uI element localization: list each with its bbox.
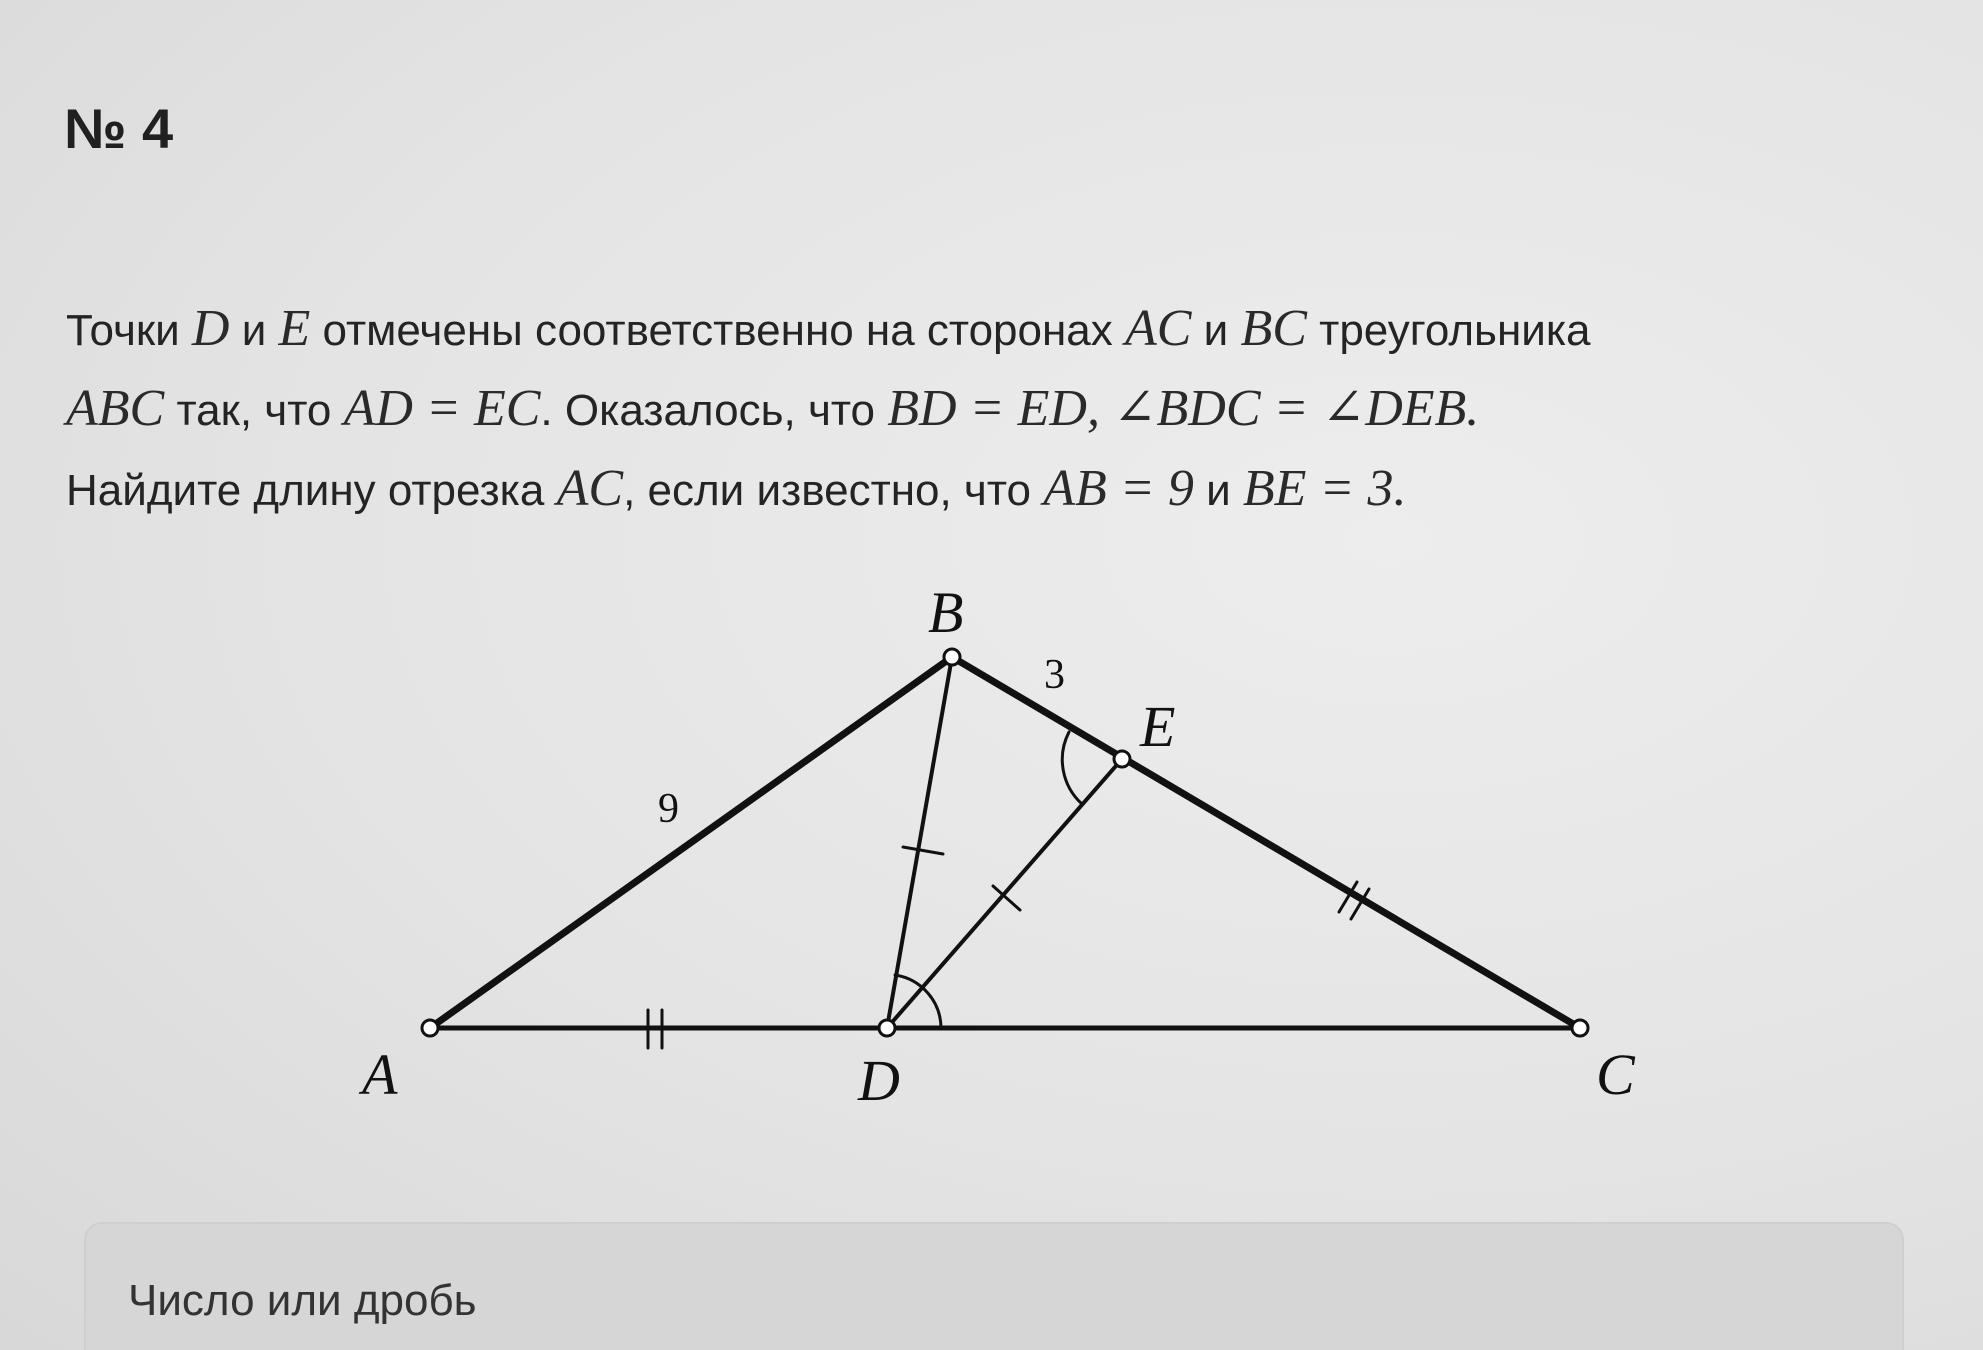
length-be: 3 — [1044, 652, 1065, 698]
point-d — [879, 1020, 895, 1036]
problem-line-3 — [66, 450, 1886, 530]
math-expression: ABC — [66, 380, 165, 437]
problem-text: так, что — [164, 386, 344, 435]
label-a: A — [362, 1042, 398, 1107]
problem-statement — [66, 290, 1886, 530]
point-a — [422, 1020, 438, 1036]
tick-ec-1 — [1339, 882, 1357, 912]
math-expression: AD = EC — [343, 380, 541, 437]
math-expression: BD = ED, ∠BDC = ∠DEB. — [887, 380, 1480, 437]
problem-text: . Оказалось, что — [540, 386, 888, 435]
problem-text: и — [1191, 306, 1241, 355]
side-bc — [952, 657, 1580, 1028]
segment-bd — [887, 657, 952, 1028]
tick-ed — [993, 886, 1020, 910]
math-expression: E — [278, 300, 311, 357]
problem-text: отмечены соответственно на сторонах — [310, 306, 1125, 355]
answer-field-container[interactable] — [84, 1222, 1904, 1350]
answer-input[interactable] — [126, 1260, 1630, 1342]
length-ab: 9 — [658, 786, 679, 832]
math-expression: BE = 3. — [1242, 460, 1407, 517]
label-c: C — [1596, 1042, 1635, 1107]
tick-bd — [903, 847, 943, 854]
problem-text: Найдите длину отрезка — [66, 466, 557, 515]
math-expression: D — [191, 300, 230, 357]
point-c — [1572, 1020, 1588, 1036]
problem-line-2 — [66, 370, 1886, 450]
problem-line-1 — [66, 290, 1886, 370]
segment-de — [887, 759, 1122, 1028]
side-ab — [430, 657, 952, 1028]
task-number: № 4 — [64, 97, 174, 160]
point-b — [944, 649, 960, 665]
label-d: D — [858, 1048, 900, 1113]
problem-text: и — [229, 306, 279, 355]
angle-arc-deb — [1062, 732, 1082, 804]
problem-text: , если известно, что — [623, 466, 1044, 515]
problem-text: Точки — [66, 306, 192, 355]
problem-text: треугольника — [1306, 306, 1591, 355]
math-expression: BC — [1240, 300, 1307, 357]
math-expression: AB = 9 — [1043, 460, 1194, 517]
problem-text: и — [1193, 466, 1243, 515]
label-b: B — [928, 580, 964, 645]
math-expression: AC — [556, 460, 624, 517]
angle-arc-bdc — [895, 975, 941, 1028]
tick-ec-2 — [1351, 889, 1369, 919]
point-e — [1114, 751, 1130, 767]
label-e: E — [1140, 694, 1176, 759]
math-expression: AC — [1125, 300, 1192, 357]
